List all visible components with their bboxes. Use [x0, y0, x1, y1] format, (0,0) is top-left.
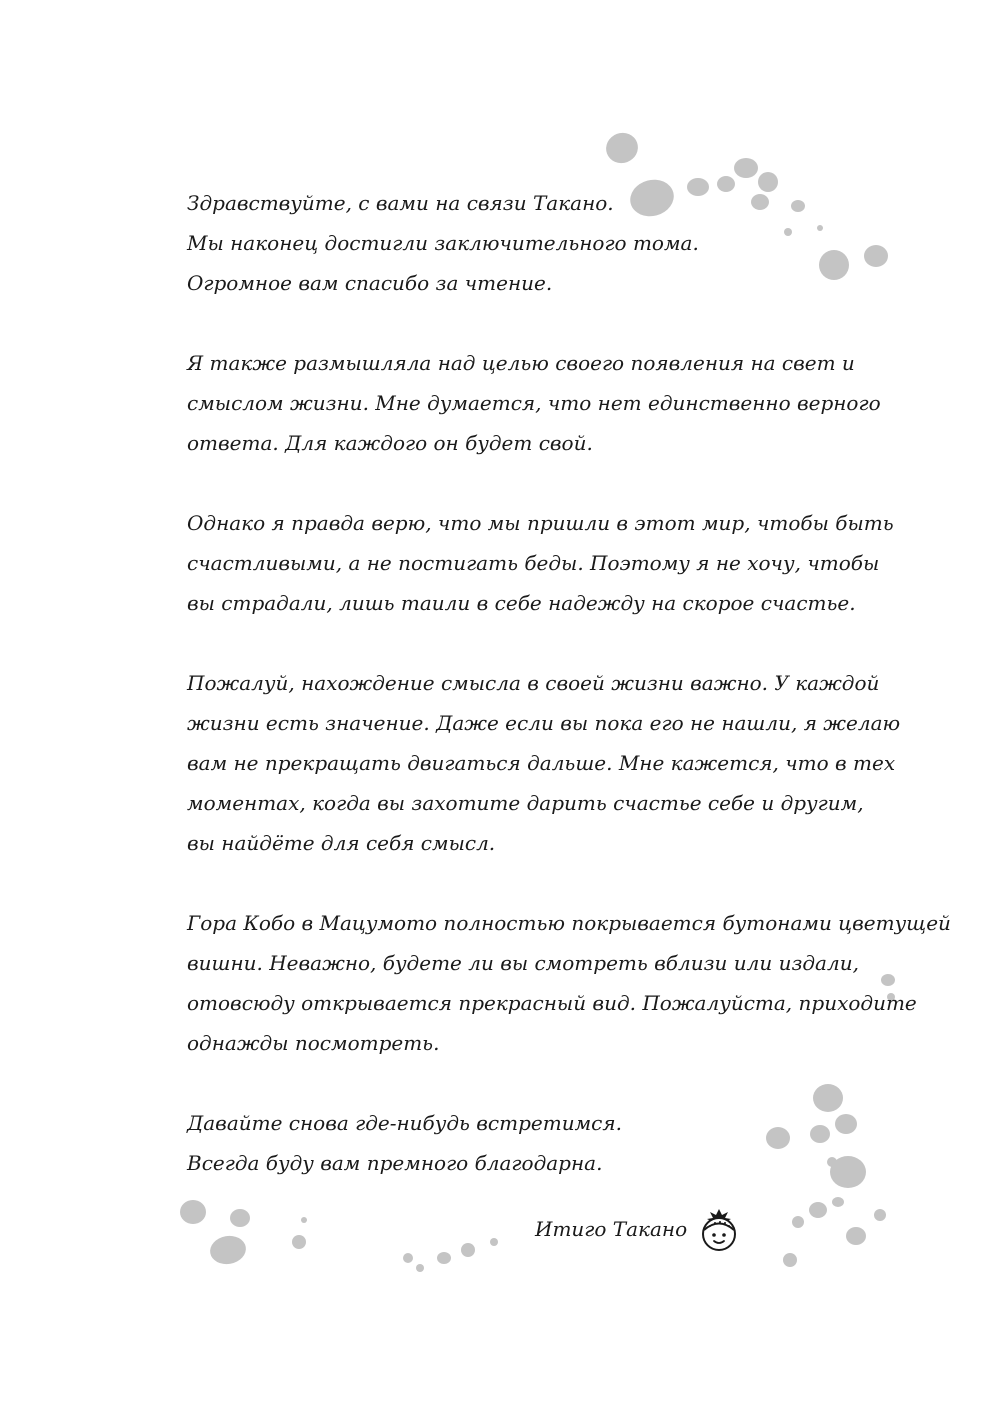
text-line: Мы наконец достигли заключительного тома. [187, 231, 699, 255]
text-line: Пожалуй, нахождение смысла в своей жизни важно. У каждой [187, 671, 880, 695]
paragraph [187, 343, 907, 463]
text-line: Огромное вам спасибо за чтение. [187, 271, 553, 295]
text-line: ответа. Для каждого он будет свой. [187, 431, 593, 455]
paragraph [187, 503, 907, 623]
text-line: Давайте снова где-нибудь встретимся. [187, 1111, 622, 1135]
text-line: Всегда буду вам премного благодарна. [187, 1151, 603, 1175]
paragraph [187, 903, 951, 1063]
paragraph [187, 663, 907, 863]
author-signature: Итиго Такано [535, 1217, 688, 1241]
text-line: жизни есть значение. Даже если вы пока его не нашли, я желаю [187, 711, 901, 735]
text-line: вам не прекращать двигаться дальше. Мне кажется, что в тех [187, 751, 896, 775]
text-line: счастливыми, а не постигать беды. Поэтому я не хочу, чтобы [187, 551, 880, 575]
text-line: моментах, когда вы захотите дарить счастье себе и другим, [187, 791, 864, 815]
text-line: Гора Кобо в Мацумото полностью покрывается бутонами цветущей [187, 911, 951, 935]
text-line: смыслом жизни. Мне думается, что нет единственно верного [187, 391, 881, 415]
text-line: вы страдали, лишь таили в себе надежду на скорое счастье. [187, 591, 856, 615]
text-line: Однако я правда верю, что мы пришли в этот мир, чтобы быть [187, 511, 894, 535]
text-line: Здравствуйте, с вами на связи Такано. [187, 191, 614, 215]
signature-block [535, 1205, 743, 1253]
text-line: вишни. Неважно, будете ли вы смотреть вблизи или издали, [187, 951, 859, 975]
paragraph [187, 183, 907, 303]
paragraph [187, 1103, 907, 1183]
text-line: вы найдёте для себя смысл. [187, 831, 496, 855]
letter-body [187, 183, 951, 1223]
strawberry-head-icon [695, 1205, 743, 1253]
text-line: однажды посмотреть. [187, 1031, 440, 1055]
text-line: отовсюду открывается прекрасный вид. Пожалуйста, приходите [187, 991, 917, 1015]
text-line: Я также размышляла над целью своего появления на свет и [187, 351, 855, 375]
